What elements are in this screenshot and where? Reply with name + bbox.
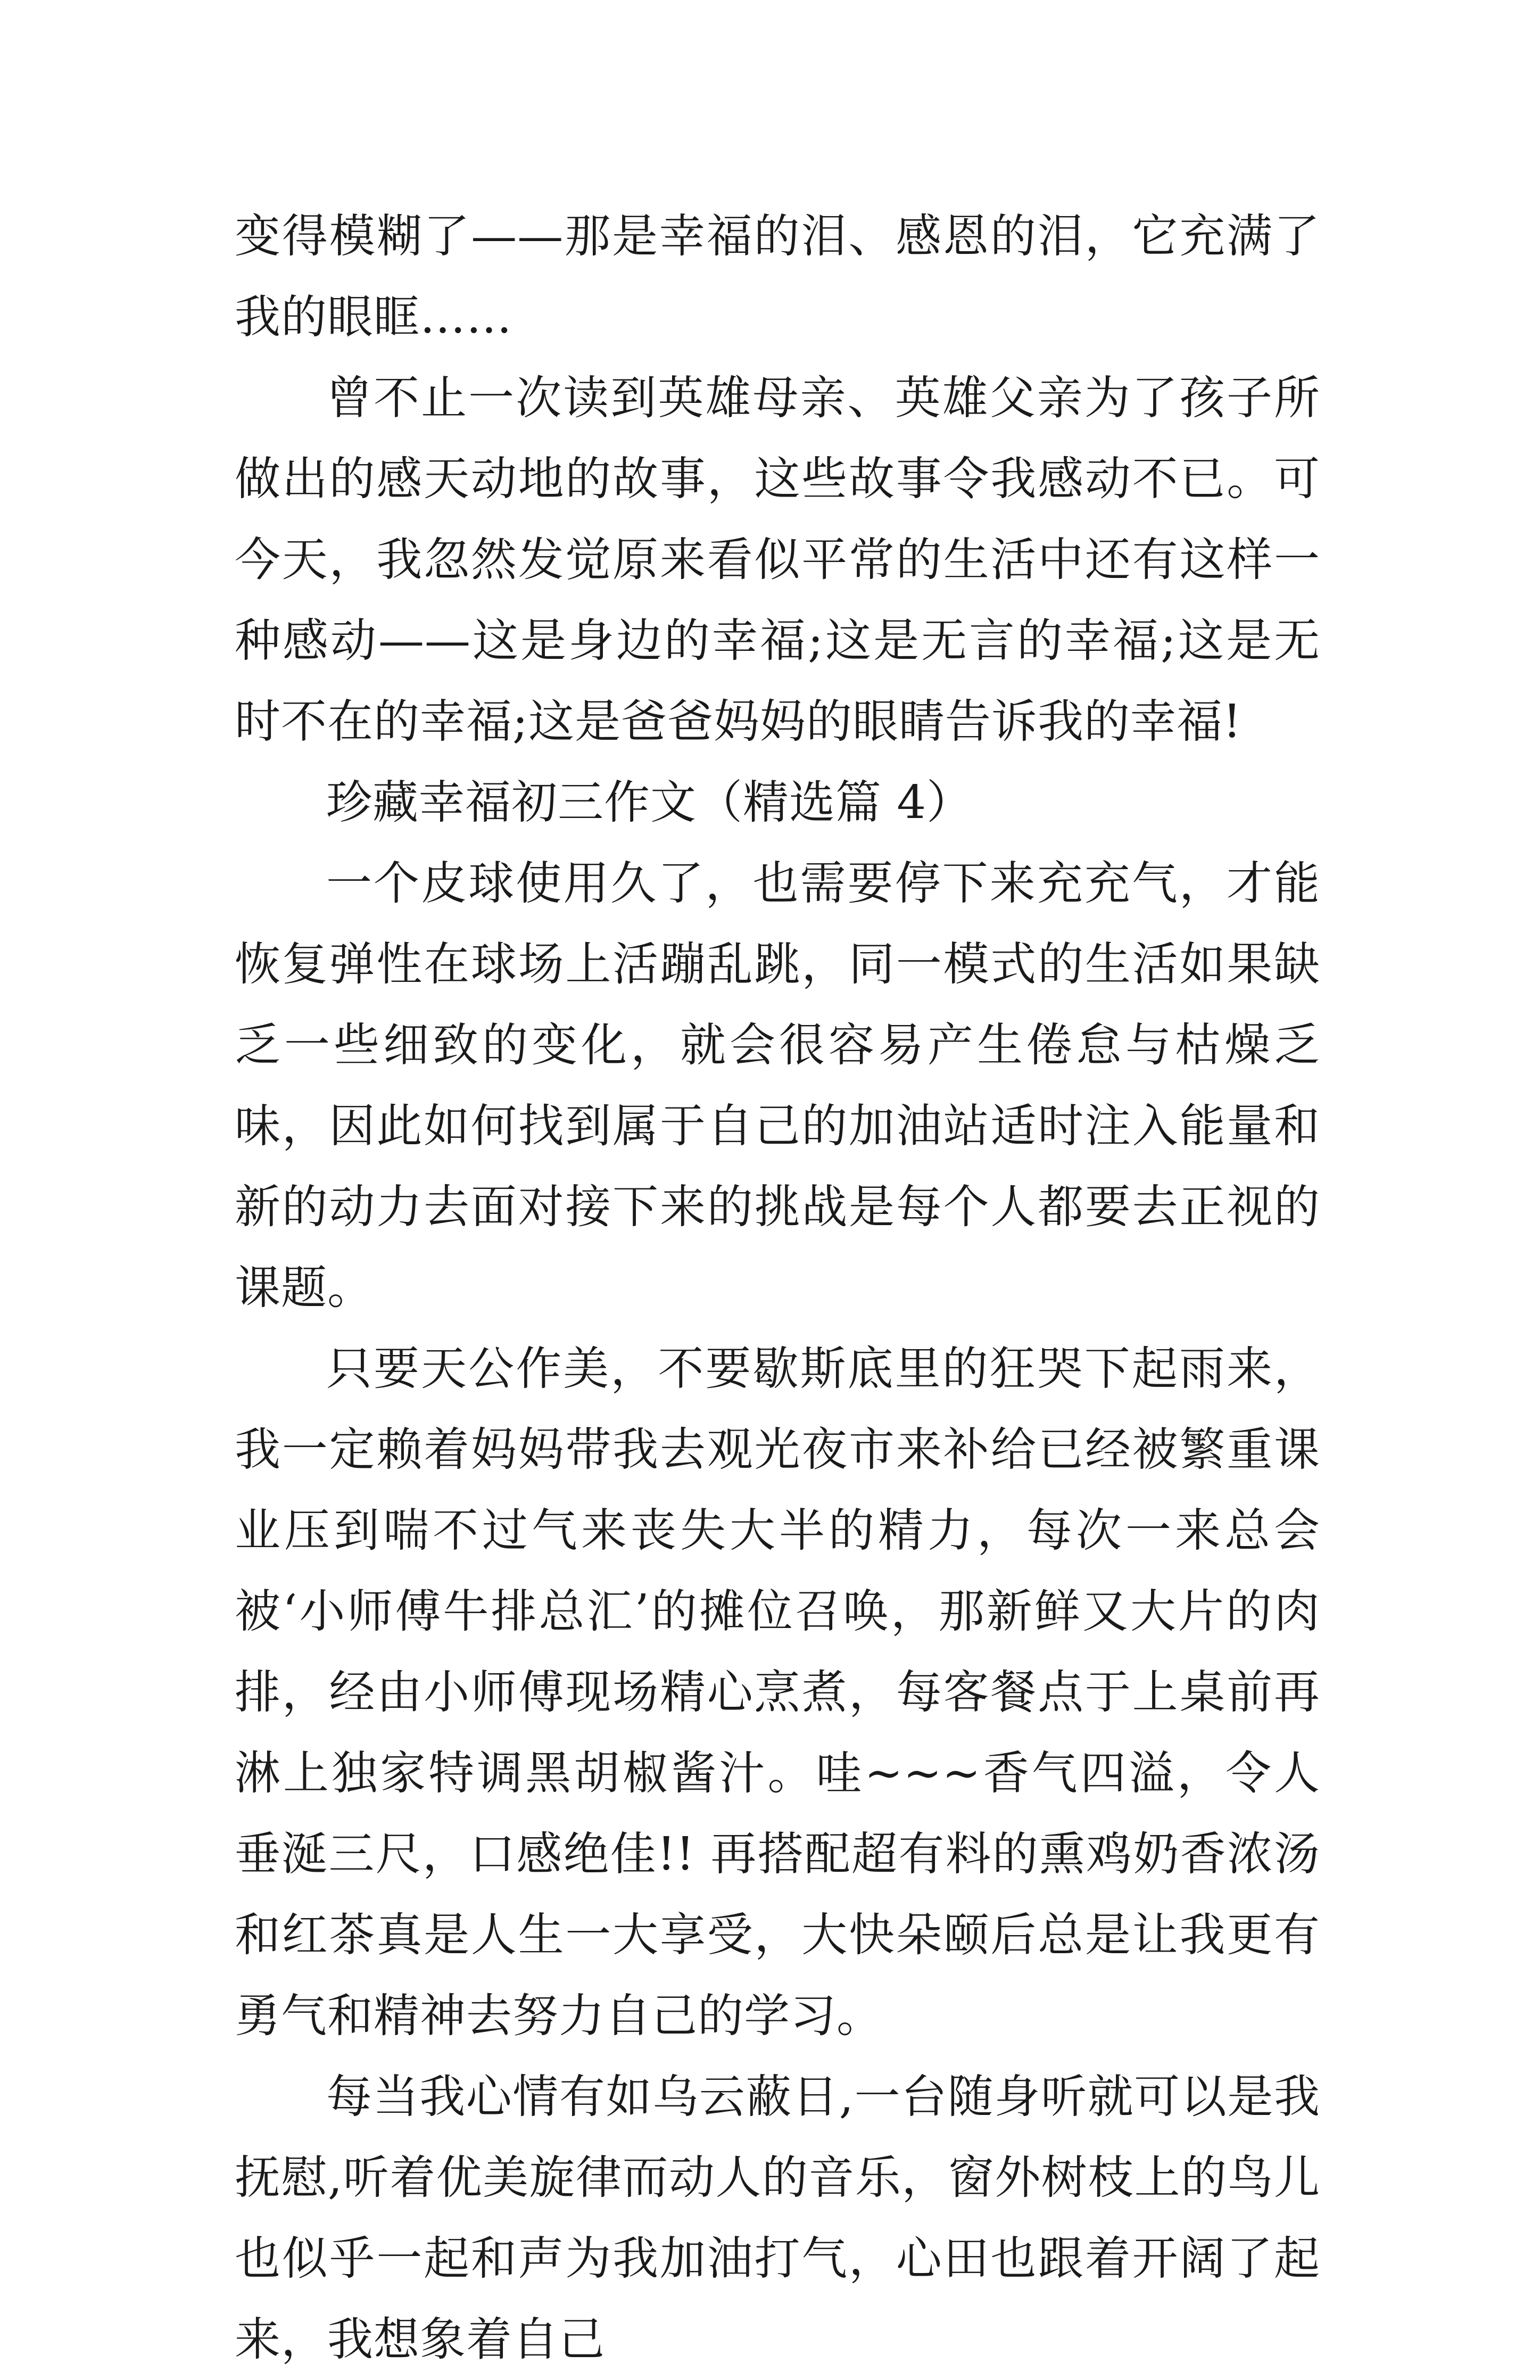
paragraph-reflection: 曾不止一次读到英雄母亲、英雄父亲为了孩子所做出的感天动地的故事，这些故事令我感动不已。可今天，我忽然发觉原来看似平常的生活中还有这样一种感动——这是身边的幸福;这是无言的幸福;这是无时不在的幸福;这是爸爸妈妈的眼睛告诉我的幸福! xyxy=(235,371,1320,748)
document-body xyxy=(235,196,1320,2380)
section-title: 珍藏幸福初三作文（精选篇 4） xyxy=(326,776,973,829)
paragraph-music: 每当我心情有如乌云蔽日,一台随身听就可以是我抚慰,听着优美旋律而动人的音乐，窗外树枝上的鸟儿也似乎一起和声为我加油打气，心田也跟着开阔了起来，我想象着自己 xyxy=(235,2070,1320,2366)
paragraph-night-market: 只要天公作美，不要歇斯底里的狂哭下起雨来，我一定赖着妈妈带我去观光夜市来补给已经被繁重课业压到喘不过气来丧失大半的精力，每次一来总会被‘小师傅牛排总汇’的摊位召唤，那新鲜又大片的肉排，经由小师傅现场精心烹煮，每客餐点于上桌前再淋上独家特调黑胡椒酱汁。哇~~~香气四溢，令人垂涎三尺，口感绝佳!! 再搭配超有料的熏鸡奶香浓汤和红茶真是人生一大享受，大快朵颐后总是让我更有勇气和精神去努力自己的学习。 xyxy=(235,1342,1320,2043)
paragraph-continued: 变得模糊了——那是幸福的泪、感恩的泪，它充满了我的眼眶…… xyxy=(235,210,1320,344)
paragraph-ball-analogy: 一个皮球使用久了，也需要停下来充充气，才能恢复弹性在球场上活蹦乱跳，同一模式的生活如果缺乏一些细致的变化，就会很容易产生倦怠与枯燥乏味，因此如何找到属于自己的加油站适时注入能量和新的动力去面对接下来的挑战是每个人都要去正视的课题。 xyxy=(235,857,1320,1315)
